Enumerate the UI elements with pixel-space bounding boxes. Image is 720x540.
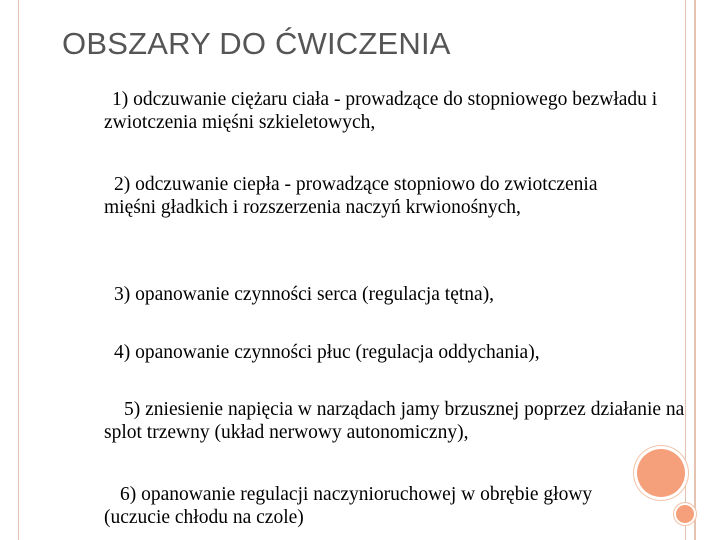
list-item-4-first-line: 4) opanowanie czynności płuc (regulacja oddychania), <box>114 342 540 363</box>
list-item-3 <box>104 283 704 306</box>
list-item-4 <box>104 341 704 364</box>
list-item-2-rest: zwiotczenia mięśni gładkich i rozszerzenia naczyń krwionośnych, <box>104 174 598 218</box>
list-item-5-first-line: 5) zniesienie napięcia w narządach jamy brzusznej poprzez <box>124 399 586 420</box>
list-item-3-first-line: 3) opanowanie czynności serca (regulacja tętna), <box>114 284 495 305</box>
decorative-circle-large <box>637 449 685 497</box>
list-item-6 <box>104 483 644 529</box>
list-item-1 <box>104 88 674 134</box>
list-item-5 <box>104 398 704 444</box>
decorative-rule <box>694 0 696 540</box>
slide-title: OBSZARY DO ĆWICZENIA <box>62 26 451 61</box>
slide-frame <box>18 0 686 540</box>
list-item-1-rest: bezwładu i zwiotczenia mięśni szkieletowych, <box>104 89 658 133</box>
list-item-5-rest: działanie na splot trzewny (układ nerwowy autonomiczny), <box>104 399 685 443</box>
list-item-2-first-line: 2) odczuwanie ciepła - prowadzące stopniowo do <box>114 174 500 195</box>
list-item-1-first-line: 1) odczuwanie ciężaru ciała - prowadzące do stopniowego <box>112 89 568 110</box>
list-item-6-first-line: 6) opanowanie regulacji naczynioruchowej w obrębie <box>120 484 539 505</box>
list-item-6-rest: głowy (uczucie chłodu na czole) <box>104 484 593 528</box>
decorative-circle-small <box>676 505 694 523</box>
list-item-2 <box>104 173 624 219</box>
